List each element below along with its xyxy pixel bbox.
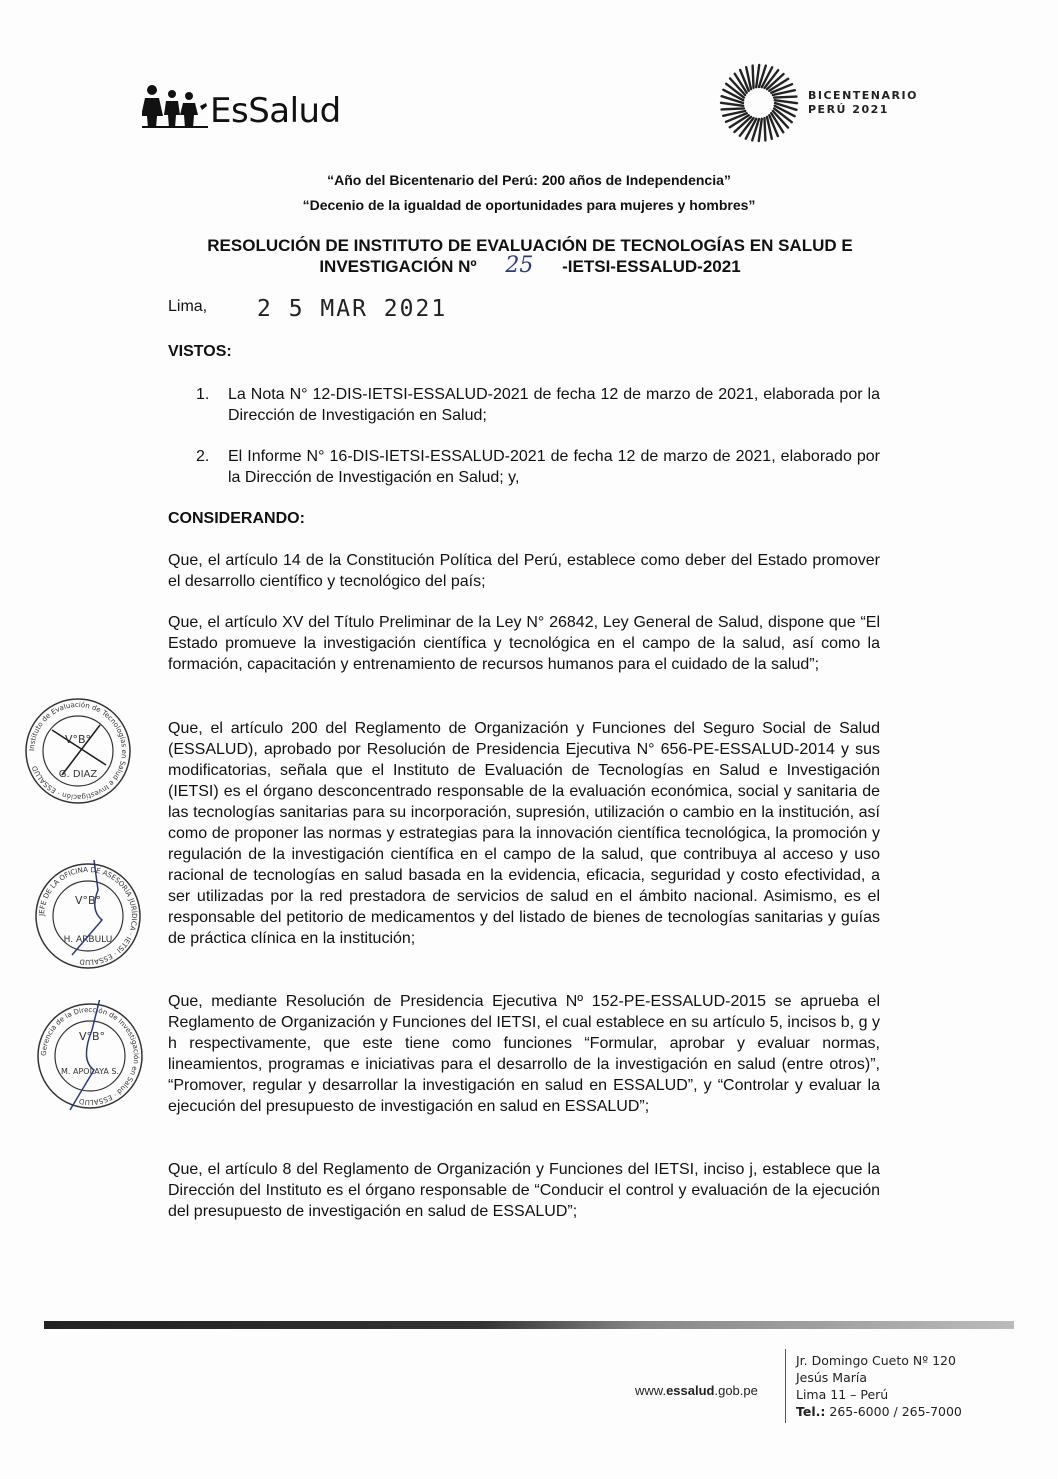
resolution-title-line1: RESOLUCIÓN DE INSTITUTO DE EVALUACIÓN DE TECNOLOGÍAS EN SALUD E bbox=[207, 236, 853, 255]
footer-phone bbox=[796, 1403, 962, 1420]
bicentenario-line2: PERÚ 2021 bbox=[808, 103, 889, 116]
bicentenario-text bbox=[808, 89, 918, 117]
stamp-name-text: G. DIAZ bbox=[58, 769, 98, 780]
stamp-vb-text: V°B° bbox=[64, 733, 92, 746]
stamp-ring-text: Instituto de Evaluación de Tecnologías en Salud e Investigación · ESSALUD bbox=[27, 700, 129, 802]
stamp-name-text: H. ARBULU bbox=[63, 935, 113, 945]
considerando-paragraph: Que, el artículo 200 del Reglamento de Organización y Funciones del Seguro Social de Salud (ESSALUD), aprobado por Resolución de Presidencia Ejecutiva N° 656-PE-ESSALUD-2014 y sus modificatorias, señala que el Instituto de Evaluación de Tecnologías en Salud e Investigación (IETSI) es el órgano desconcentrado responsable de la evaluación económica, social y sanitaria de las tecnologías sanitarias para su incorporación, supresión, utilización o cambio en la institución, así como de proponer las normas y estrategias para la innovación científica tecnológica, la promoción y regulación de la investigación científica en el campo de la salud, que contribuya al acceso y uso racional de tecnologías en salud basada en la evidencia, eficacia, seguridad y costo efectividad, a ser utilizadas por la red prestadora de servicios de salud en el ámbito nacional. Asimismo, es el responsable del petitorio de medicamentos y del listado de bienes de tecnologías sanitarias y guías de práctica clínica en la institución; bbox=[168, 720, 880, 947]
bicentenario-logo bbox=[718, 62, 918, 144]
considerando-paragraph: Que, el artículo XV del Título Preliminar de la Ley N° 26842, Ley General de Salud, dispone que “El Estado promueve la investigación científica y tecnológica en el campo de la salud, así como la formación, capacitación y entrenamiento de recursos humanos para el cuidado de la salud”; bbox=[168, 614, 880, 673]
stamp-ring-text: JEFE DE LA OFICINA DE ASESORÍA JURÍDICA · IETSI · ESSALUD bbox=[37, 865, 139, 967]
emblem-ray bbox=[774, 97, 796, 98]
footer-bar bbox=[44, 1321, 1014, 1329]
approval-stamp-asesoria-juridica bbox=[32, 860, 144, 972]
footer-phone-value: 265-6000 / 265-7000 bbox=[825, 1404, 962, 1419]
year-motto-line-2: “Decenio de la igualdad de oportunidades para mujeres y hombres” bbox=[302, 197, 756, 213]
vistos-item bbox=[196, 384, 880, 426]
considerando-paragraph: Que, mediante Resolución de Presidencia Ejecutiva Nº 152-PE-ESSALUD-2015 se aprueba el Reglamento de Organización y Funciones del IETSI, el cual establece en su artículo 5, incisos b, g y h respectivamente, que este tiene como funciones “Formular, aprobar y evaluar normas, lineamientos, programas e iniciativas para el desarrollo de la investigación en salud (entre otros)”, “Promover, regular y desarrollar la investigación en salud en ESSALUD”, y “Controlar y evaluar la ejecución del presupuesto de investigación en salud en ESSALUD”; bbox=[168, 993, 880, 1115]
footer-divider bbox=[785, 1349, 786, 1423]
approval-stamp-direccion-investigacion bbox=[34, 1000, 146, 1112]
vistos-item-number: 2. bbox=[196, 448, 210, 465]
resolution-number-handwritten: 25 bbox=[505, 253, 534, 278]
stamp-vb-text: V°B° bbox=[78, 1030, 106, 1043]
year-motto-line-1: “Año del Bicentenario del Perú: 200 años de Independencia” bbox=[327, 172, 731, 188]
stamp-name-text: M. APOLAYA S. bbox=[61, 1067, 119, 1076]
bicentenario-emblem-icon bbox=[718, 62, 800, 144]
considerando-paragraph: Que, el artículo 14 de la Constitución Política del Perú, establece como deber del Estado promover el desarrollo científico y tecnológico del país; bbox=[168, 552, 880, 590]
vistos-item-text: La Nota N° 12-DIS-IETSI-ESSALUD-2021 de fecha 12 de marzo de 2021, elaborada por la Dirección de Investigación en Salud; bbox=[228, 386, 880, 424]
footer-phone-label: Tel.: bbox=[796, 1404, 826, 1419]
footer-address-line: Lima 11 – Perú bbox=[796, 1387, 889, 1402]
approval-stamp-ietsi bbox=[22, 695, 134, 807]
resolution-title-prefix: INVESTIGACIÓN Nº bbox=[319, 257, 477, 276]
emblem-ray bbox=[764, 118, 765, 140]
vistos-item bbox=[196, 446, 880, 488]
footer-web-suffix: .gob.pe bbox=[714, 1383, 758, 1398]
vistos-heading: VISTOS: bbox=[168, 343, 232, 360]
footer-address-line: Jr. Domingo Cueto Nº 120 bbox=[796, 1353, 956, 1368]
footer-website bbox=[635, 1383, 758, 1398]
bicentenario-line1: BICENTENARIO bbox=[808, 89, 918, 102]
resolution-title-suffix: -IETSI-ESSALUD-2021 bbox=[562, 257, 741, 276]
considerando-paragraph: Que, el artículo 8 del Reglamento de Organización y Funciones del IETSI, inciso j, establece que la Dirección del Instituto es el órgano responsable de “Conducir el control y evaluación de la ejecución del presupuesto de investigación en salud de ESSALUD”; bbox=[168, 1161, 880, 1220]
footer-web-bold: essalud bbox=[666, 1383, 715, 1398]
vistos-item-text: El Informe N° 16-DIS-IETSI-ESSALUD-2021 de fecha 12 de marzo de 2021, elaborado por la Dirección de Investigación en Salud; y, bbox=[228, 448, 880, 486]
date-stamp: 2 5 MAR 2021 bbox=[257, 296, 448, 322]
family-figures-icon bbox=[142, 84, 208, 128]
place-label: Lima, bbox=[168, 298, 208, 315]
stamp-vb-text: V°B° bbox=[74, 894, 102, 907]
vistos-item-number: 1. bbox=[196, 386, 210, 403]
logo-text: EsSalud bbox=[210, 91, 341, 131]
resolution-title-line2 bbox=[120, 253, 940, 278]
footer-web-prefix: www. bbox=[635, 1383, 667, 1398]
emblem-ray bbox=[722, 108, 744, 109]
stamp-ring-text: Gerencia de la Dirección de Investigación en Salud · ESSALUD bbox=[39, 1005, 141, 1107]
footer-address bbox=[796, 1352, 962, 1420]
footer-address-line: Jesús María bbox=[796, 1370, 868, 1385]
considerando-heading: CONSIDERANDO: bbox=[168, 510, 305, 527]
emblem-ray bbox=[753, 66, 754, 88]
essalud-logo bbox=[142, 84, 341, 131]
